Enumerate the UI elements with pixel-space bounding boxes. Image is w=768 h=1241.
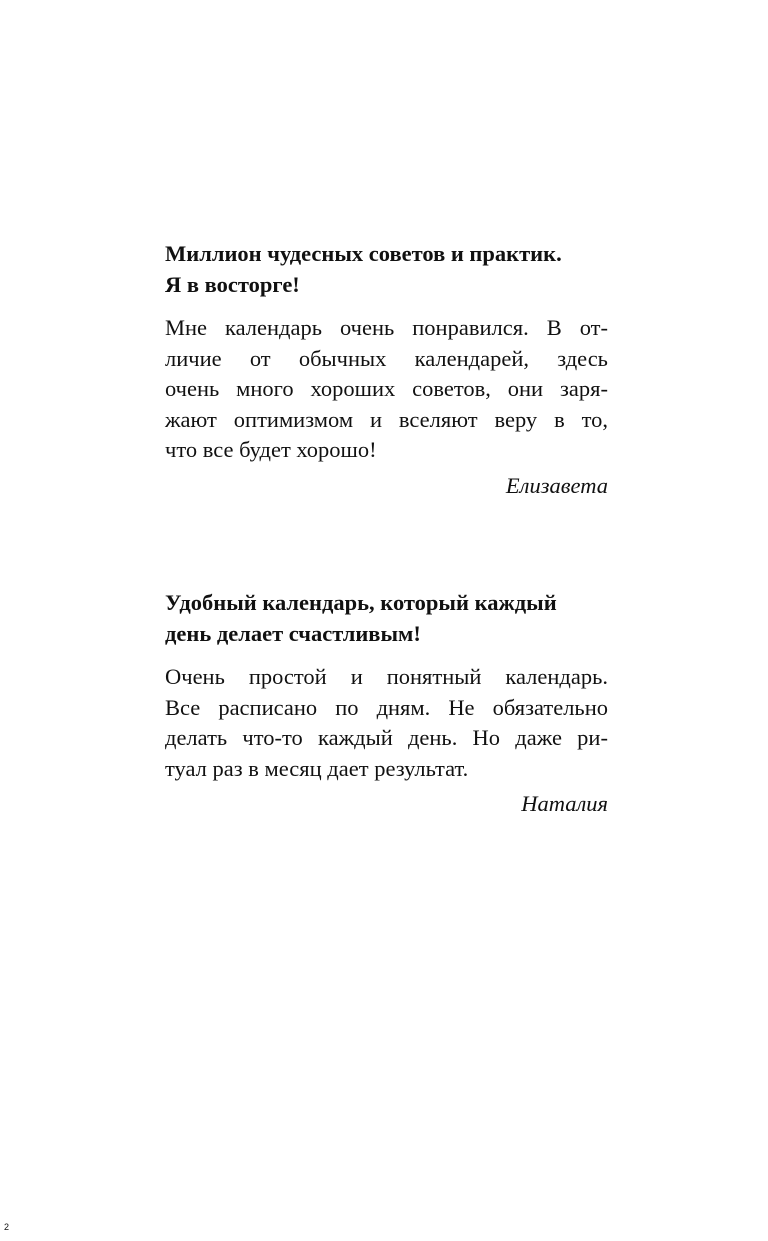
word: жают <box>165 406 217 432</box>
review-text-line: туал раз в месяц дает результат. <box>165 755 469 781</box>
review-text-line <box>165 374 608 405</box>
word: по <box>335 694 359 720</box>
review-text <box>165 313 608 466</box>
word: много <box>236 376 294 401</box>
review-text-line <box>165 693 608 724</box>
word: что-то <box>242 725 303 750</box>
review-text-line <box>165 405 608 436</box>
word: Очень <box>165 664 225 689</box>
word: расписано <box>218 694 318 720</box>
word: личие <box>165 345 222 371</box>
word: хороших <box>310 376 396 401</box>
word: Но <box>472 725 501 750</box>
review-title <box>165 587 608 649</box>
word: Мне <box>165 315 208 340</box>
review-title-line: Я в восторге! <box>165 272 300 297</box>
word: и <box>369 406 383 432</box>
review-author: Наталия <box>521 791 608 816</box>
word: календарь. <box>505 664 608 689</box>
review-text-line <box>165 344 608 375</box>
word: очень <box>340 315 395 340</box>
word: календарь <box>225 315 323 340</box>
review-title-line: Удобный календарь, который каждый <box>165 590 557 615</box>
review-text <box>165 662 608 784</box>
word: Не <box>448 694 475 720</box>
word: от <box>249 345 271 371</box>
word: каждый <box>318 725 393 750</box>
review-title <box>165 238 608 300</box>
word: вселяют <box>398 406 478 432</box>
review-title-line: Миллион чудесных советов и практик. <box>165 241 562 266</box>
word: от- <box>579 315 608 340</box>
word: день. <box>407 725 458 750</box>
word: В <box>546 315 562 340</box>
word: понравился. <box>412 315 529 340</box>
word: оптимизмом <box>233 406 354 432</box>
word: здесь <box>557 345 608 371</box>
word: обязательно <box>492 694 608 720</box>
word: очень <box>165 376 220 401</box>
word: они <box>507 376 544 401</box>
review-card <box>165 238 608 501</box>
word: Все <box>165 694 201 720</box>
word: календарей, <box>414 345 529 371</box>
word: обычных <box>298 345 387 371</box>
word: ри- <box>577 725 608 750</box>
review-card <box>165 587 608 819</box>
review-text-line <box>165 723 608 754</box>
word: делать <box>165 725 228 750</box>
word: веру <box>494 406 538 432</box>
word: то, <box>581 406 608 432</box>
word: в <box>554 406 565 432</box>
word: советов, <box>412 376 491 401</box>
review-text-line <box>165 313 608 344</box>
word: простой <box>248 664 327 689</box>
word: и <box>350 664 363 689</box>
word: дням. <box>376 694 431 720</box>
word: понятный <box>386 664 482 689</box>
word: даже <box>515 725 562 750</box>
page-number: 2 <box>4 1222 10 1232</box>
review-author: Елизавета <box>505 472 608 498</box>
review-title-line: день делает счастливым! <box>165 621 421 646</box>
word: заря- <box>559 376 608 401</box>
review-text-line <box>165 662 608 693</box>
review-text-line: что все будет хорошо! <box>165 437 377 462</box>
